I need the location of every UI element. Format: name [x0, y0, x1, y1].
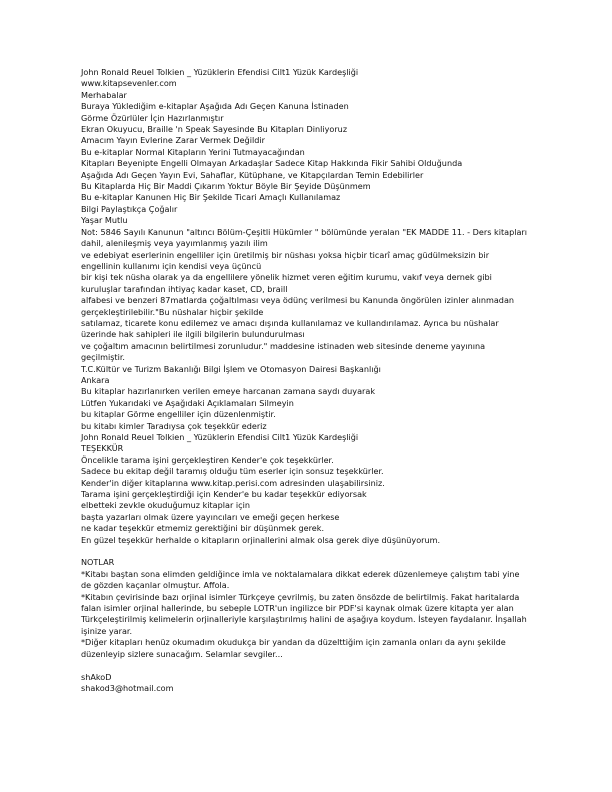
text-line: satılamaz, ticarete konu edilemez ve amacı dışında kullanılamaz ve kullandırılamaz. Ayrıca bu nüshalar üzerinde hak sahipleri ile ilgili bilgilerin bulundurulması: [81, 317, 499, 340]
blank-line: [81, 660, 529, 671]
text-line: Öncelikle tarama işini gerçekleştiren Kender'e çok teşekkürler.: [81, 454, 334, 465]
text-line: ve edebiyat eserlerinin engelliler için üretilmiş bir nüshası yoksa hiçbir ticarî amaç güdülmeksizin bir engellinin kullanımı için kendisi veya üçüncü: [81, 249, 490, 271]
text-line: Bu kitaplar hazırlanırken verilen emeye harcanan zamana saydı duyarak: [81, 386, 376, 397]
text-line: shakod3@hotmail.com: [81, 682, 174, 693]
text-line: *Kitabın çevirisinde bazı orjinal isimler Türkçeye çevrilmiş, bu zaten önsözde de belirtilmiş. Fakat haritalarda falan isimler orjinal hallerinde, bu sebeple LOTR'un ingilizce bir PDF'si kaynak olmak üzere kitapta yer alan Türkçeleştirilmiş kelimelerin orjinalleriyle karşılaştırılmış halini de aşağıya koydum. İsteyen faydalanır. İnşallah işinize yarar.: [81, 591, 527, 636]
text-line: John Ronald Reuel Tolkien _ Yüzüklerin Efendisi Cilt1 Yüzük Kardeşliği: [81, 67, 359, 77]
text-line: TEŞEKKÜR: [81, 443, 124, 454]
blank-line: [81, 546, 529, 557]
text-line: Amacım Yayın Evlerine Zarar Vermek Değildir: [81, 135, 265, 146]
text-line: Ankara: [81, 374, 110, 385]
text-line: John Ronald Reuel Tolkien _ Yüzüklerin Efendisi Cilt1 Yüzük Kardeşliği: [81, 432, 359, 442]
text-line: Bu Kitaplarda Hiç Bir Maddi Çıkarım Yoktur Böyle Bir Şeyide Düşünmem: [81, 181, 371, 192]
text-line: bu kitaplar Görme engelliler için düzenlenmiştir.: [81, 409, 276, 420]
text-line: T.C.Kültür ve Turizm Bakanlığı Bilgi İşlem ve Otomasyon Dairesi Başkanlığı: [81, 363, 381, 374]
text-line: NOTLAR: [81, 557, 115, 568]
text-line: *Diğer kitapları henüz okumadım okudukça bir yandan da düzelttiğim için zamanla onları da aynı şekilde düzenleyip sizlere sunacağım. Selamlar sevgiler...: [81, 637, 506, 659]
text-line: En güzel teşekkür herhalde o kitapların orjinallerini almak olsa gerek diye düşünüyorum.: [81, 534, 441, 545]
text-line: Bu e-kitaplar Kanunen Hiç Bir Şekilde Ticari Amaçlı Kullanılamaz: [81, 192, 341, 203]
text-line: Yaşar Mutlu: [81, 215, 128, 226]
text-line: Bu e-kitaplar Normal Kitapların Yerini Tutmayacağından: [81, 146, 305, 157]
text-line: Bilgi Paylaştıkça Çoğalır: [81, 203, 178, 214]
text-line: Tarama işini gerçekleştirdiği için Kender'e bu kadar teşekkür ediyorsak: [81, 489, 367, 500]
text-line: Görme Özürlüler İçin Hazırlanmıştır: [81, 112, 224, 123]
text-line: www.kitapsevenler.com: [81, 78, 177, 89]
text-line: bu kitabı kimler Taradıysa çok teşekkür ederiz: [81, 420, 267, 431]
text-line: elbetteki zevkle okuduğumuz kitaplar için: [81, 500, 250, 511]
text-line: alfabesi ve benzeri 87matlarda çoğaltılması veya ödünç verilmesi bu Kanunda öngörülen izinler alınmadan gerçekleştirilebilir."Bu nüshalar hiçbir şekilde: [81, 295, 515, 317]
document-body: [81, 67, 529, 694]
text-line: bir kişi tek nüsha olarak ya da engellilere yönelik hizmet veren eğitim kurumu, vakıf veya dernek gibi kuruluşlar tarafından ihtiyaç kadar kaset, CD, braill: [81, 272, 492, 294]
text-line: Buraya Yüklediğim e-kitaplar Aşağıda Adı Geçen Kanuna İstinaden: [81, 101, 349, 112]
text-line: Sadece bu ekitap değil taramış olduğu tüm eserler için sonsuz teşekkürler.: [81, 466, 384, 477]
text-line: ne kadar teşekkür etmemiz gerektiğini bir düşünmek gerek.: [81, 523, 325, 534]
text-line: ve çoğaltım amacının belirtilmesi zorunludur." maddesine istinaden web sitesinde deneme yayınına geçilmiştir.: [81, 340, 486, 363]
text-line: Kitapları Beyenipte Engelli Olmayan Arkadaşlar Sadece Kitap Hakkında Fikir Sahibi Olduğunda: [81, 158, 463, 169]
text-line: Not: 5846 Sayılı Kanunun "altıncı Bölüm-Çeşitli Hükümler " bölümünde yeralan "EK MADDE 11. - Ders kitapları dahil, alenileşmiş veya yayımlanmış yazılı ilim: [81, 226, 527, 249]
text-line: başta yazarları olmak üzere yayıncıları ve emeği geçen herkese: [81, 511, 340, 522]
text-line: Aşağıda Adı Geçen Yayın Evi, Sahaflar, Kütüphane, ve Kitapçılardan Temin Edebilirler: [81, 169, 424, 180]
text-line: Lütfen Yukarıdaki ve Aşağıdaki Açıklamaları Silmeyin: [81, 397, 294, 408]
text-line: *Kitabı baştan sona elimden geldiğince imla ve noktalamalara dikkat ederek düzenlemeye çalıştım tabi yine de gözden kaçanlar olmuştur. Affola.: [81, 568, 520, 591]
text-line: shAkoD: [81, 671, 112, 682]
text-line: Ekran Okuyucu, Braille 'n Speak Sayesinde Bu Kitapları Dinliyoruz: [81, 124, 348, 135]
text-line: Merhabalar: [81, 89, 127, 100]
text-line: Kender'in diğer kitaplarına www.kitap.perisi.com adresinden ulaşabilirsiniz.: [81, 477, 385, 488]
